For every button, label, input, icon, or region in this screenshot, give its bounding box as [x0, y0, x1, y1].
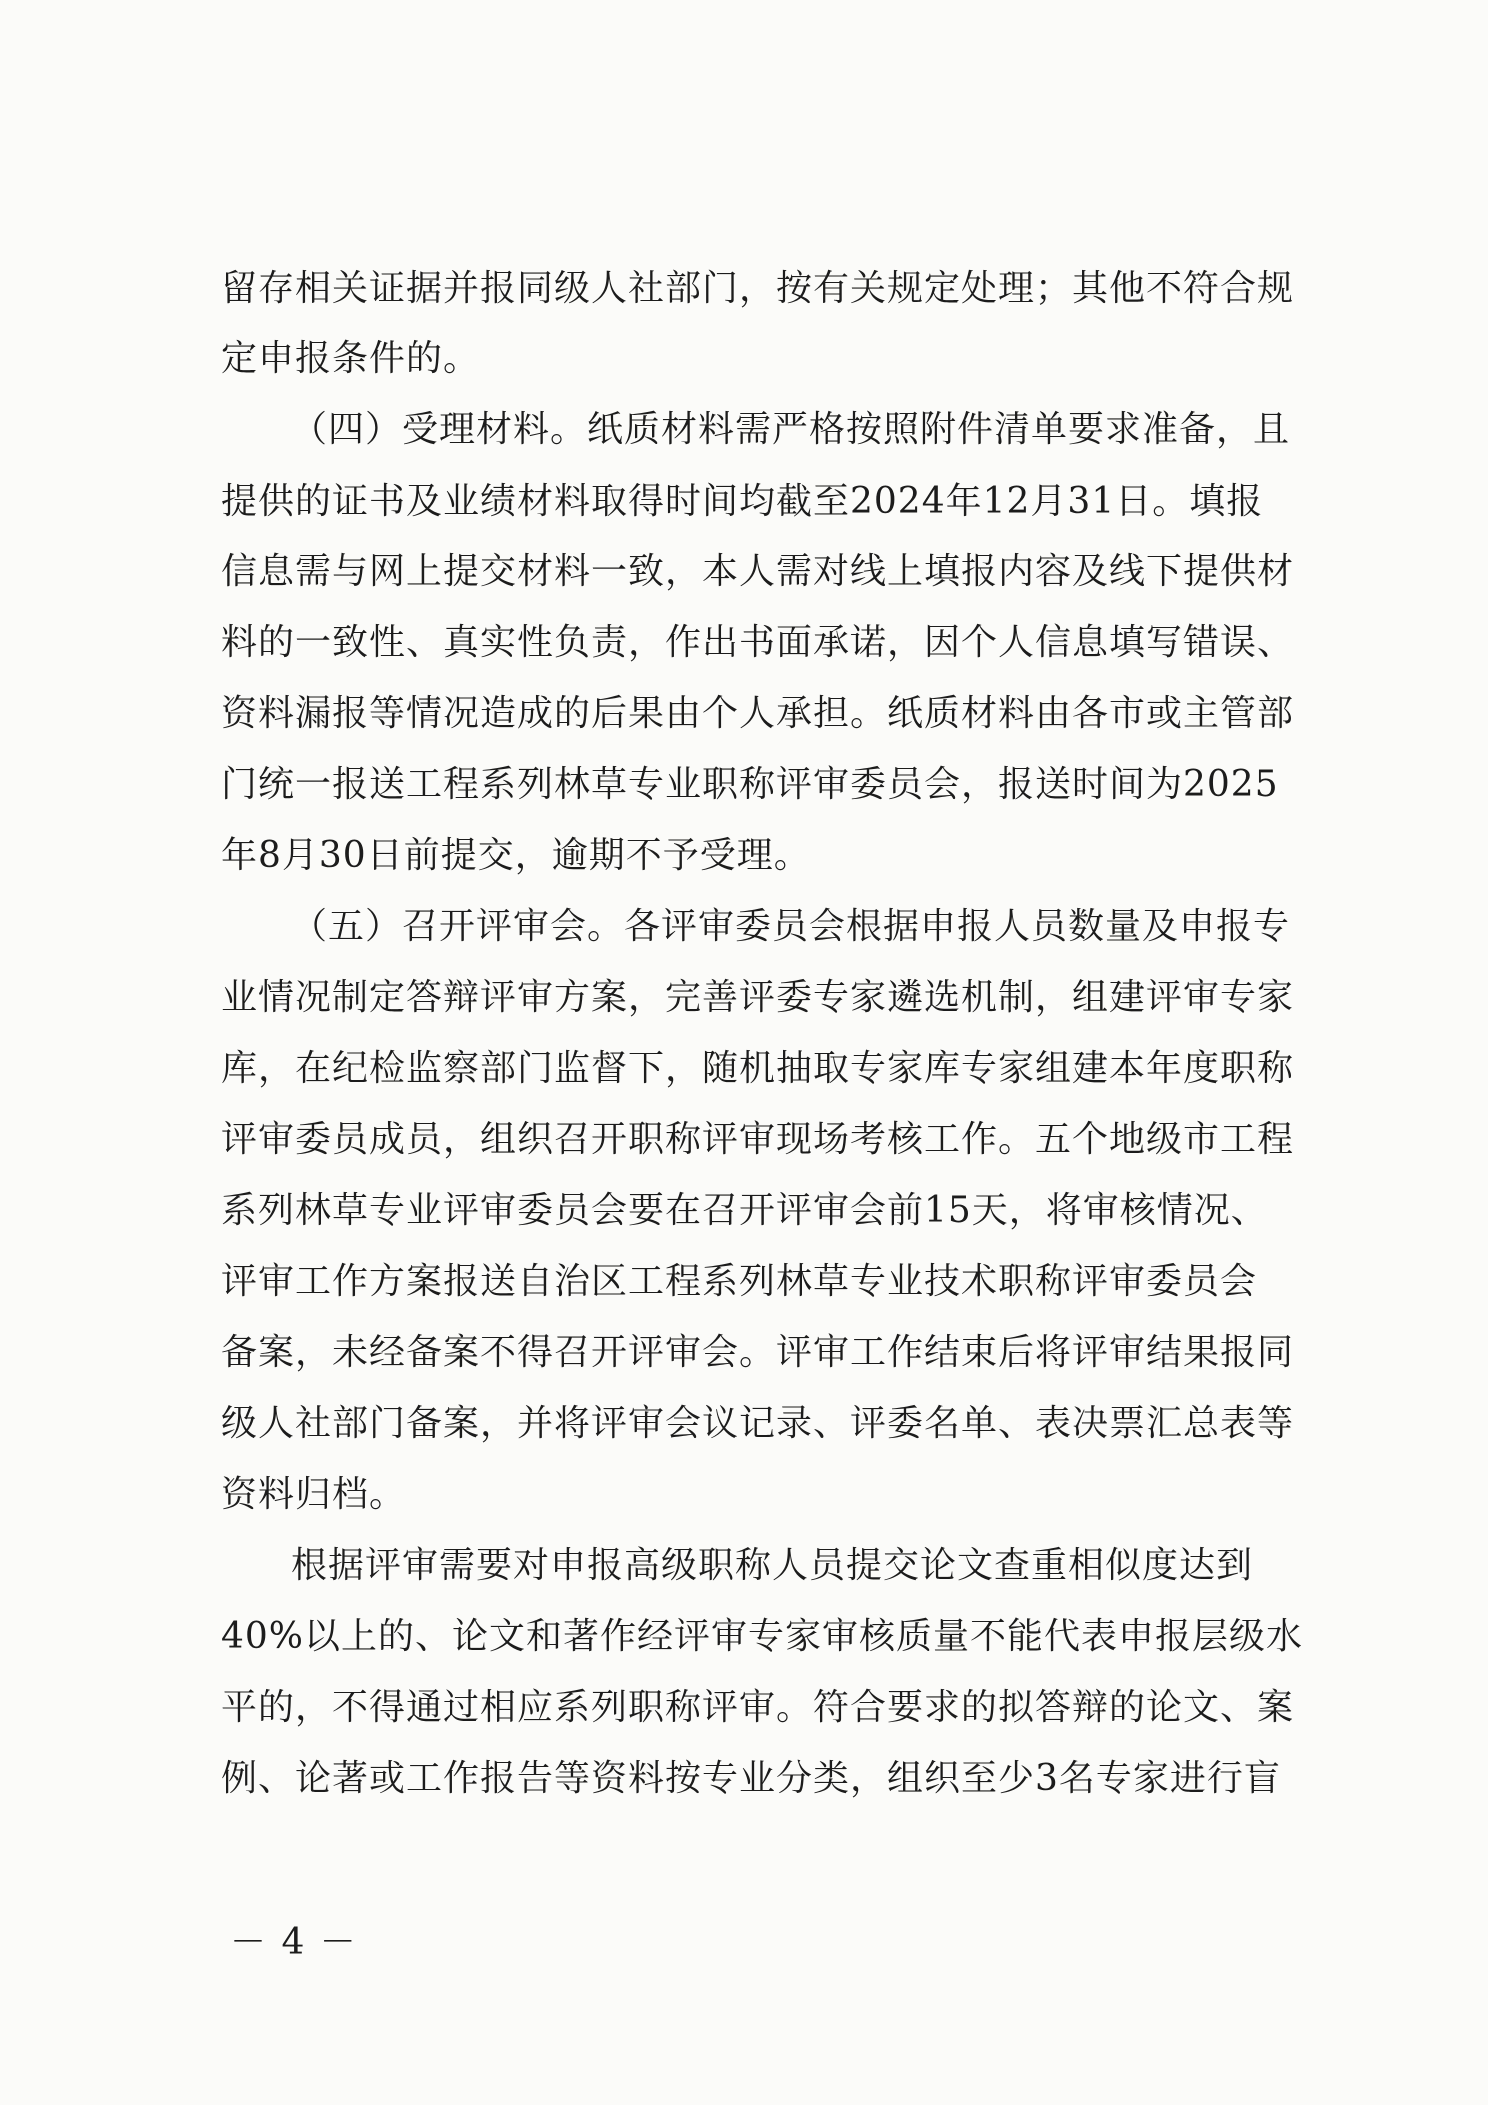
text-line: 业情况制定答辩评审方案，完善评委专家遴选机制，组建评审专家 [221, 977, 1295, 1018]
section-heading-five: （五）召开评审会。各评审委员会根据申报人员数量及申报专 [291, 906, 1291, 947]
text-line: 备案，未经备案不得召开评审会。评审工作结束后将评审结果报同 [221, 1332, 1295, 1373]
text-line: 级人社部门备案，并将评审会议记录、评委名单、表决票汇总表等 [221, 1403, 1295, 1444]
text-line: 评审委员成员，组织召开职称评审现场考核工作。五个地级市工程 [221, 1119, 1295, 1160]
text-line: 资料漏报等情况造成的后果由个人承担。纸质材料由各市或主管部 [221, 693, 1295, 734]
paragraph-start: 根据评审需要对申报高级职称人员提交论文查重相似度达到 [291, 1545, 1254, 1586]
text-line: 信息需与网上提交材料一致，本人需对线上填报内容及线下提供材 [221, 551, 1295, 592]
text-line: 40%以上的、论文和著作经评审专家审核质量不能代表申报层级水 [221, 1616, 1304, 1657]
text-line: 评审工作方案报送自治区工程系列林草专业技术职称评审委员会 [221, 1261, 1258, 1302]
text-line: 留存相关证据并报同级人社部门，按有关规定处理；其他不符合规 [221, 268, 1295, 309]
page-number: － 4 － [230, 1922, 358, 1963]
text-line: 提供的证书及业绩材料取得时间均截至2024年12月31日。填报 [221, 481, 1264, 522]
text-line: 平的，不得通过相应系列职称评审。符合要求的拟答辩的论文、案 [221, 1687, 1295, 1728]
text-line: 料的一致性、真实性负责，作出书面承诺，因个人信息填写错误、 [221, 622, 1295, 663]
text-line: 门统一报送工程系列林草专业职称评审委员会，报送时间为2025 [221, 764, 1279, 805]
text-line: 库，在纪检监察部门监督下，随机抽取专家库专家组建本年度职称 [221, 1048, 1295, 1089]
text-line: 资料归档。 [221, 1474, 407, 1515]
text-line: 例、论著或工作报告等资料按专业分类，组织至少3名专家进行盲 [221, 1758, 1281, 1799]
text-line: 年8月30日前提交，逾期不予受理。 [221, 835, 811, 876]
text-line: 系列林草专业评审委员会要在召开评审会前15天，将审核情况、 [221, 1190, 1268, 1231]
section-heading-four: （四）受理材料。纸质材料需严格按照附件清单要求准备，且 [291, 409, 1291, 450]
text-line: 定申报条件的。 [221, 338, 481, 379]
